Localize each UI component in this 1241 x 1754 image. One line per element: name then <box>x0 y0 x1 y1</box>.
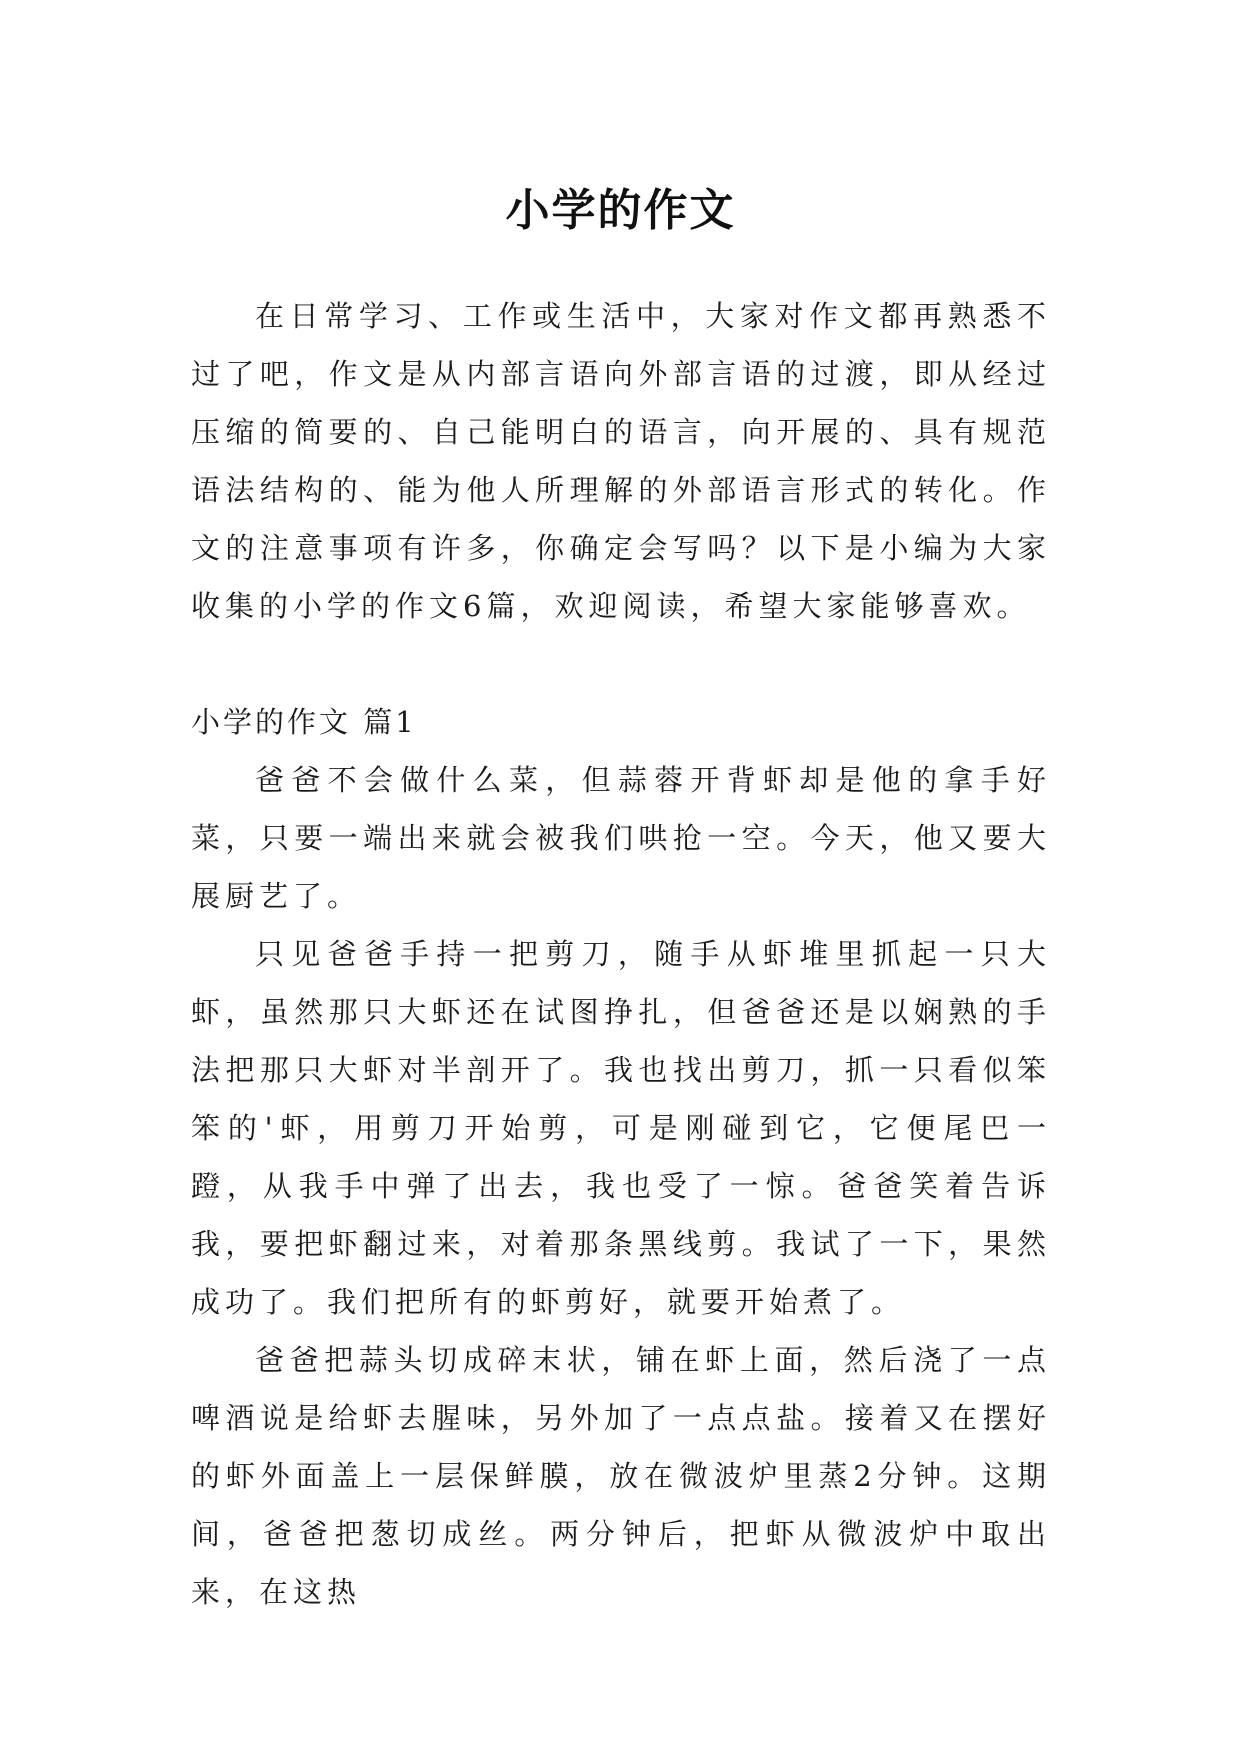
body-paragraph-3: 爸爸把蒜头切成碎末状，铺在虾上面，然后浇了一点啤酒说是给虾去腥味，另外加了一点点盐。接着又在摆好的虾外面盖上一层保鲜膜，放在微波炉里蒸2分钟。这期间，爸爸把葱切成丝。两分钟后，把虾从微波炉中取出来，在这热 <box>191 1343 1051 1609</box>
document-title: 小学的作文 <box>505 185 736 237</box>
body-paragraph-1: 爸爸不会做什么菜，但蒜蓉开背虾却是他的拿手好菜，只要一端出来就会被我们哄抢一空。今天，他又要大展厨艺了。 <box>191 763 1051 913</box>
intro-paragraph: 在日常学习、工作或生活中，大家对作文都再熟悉不过了吧，作文是从内部言语向外部言语的过渡，即从经过压缩的简要的、自己能明白的语言，向开展的、具有规范语法结构的、能为他人所理解的外部语言形式的转化。作文的注意事项有许多，你确定会写吗？以下是小编为大家收集的小学的作文6篇，欢迎阅读，希望大家能够喜欢。 <box>191 299 1051 623</box>
body-paragraph-2: 只见爸爸手持一把剪刀，随手从虾堆里抓起一只大虾，虽然那只大虾还在试图挣扎，但爸爸还是以娴熟的手法把那只大虾对半剖开了。我也找出剪刀，抓一只看似笨笨的'虾，用剪刀开始剪，可是刚碰到它，它便尾巴一蹬，从我手中弹了出去，我也受了一惊。爸爸笑着告诉我，要把虾翻过来，对着那条黑线剪。我试了一下，果然成功了。我们把所有的虾剪好，就要开始煮了。 <box>191 937 1051 1319</box>
document-body <box>191 287 1051 1621</box>
section-heading: 小学的作文 篇1 <box>191 705 417 739</box>
